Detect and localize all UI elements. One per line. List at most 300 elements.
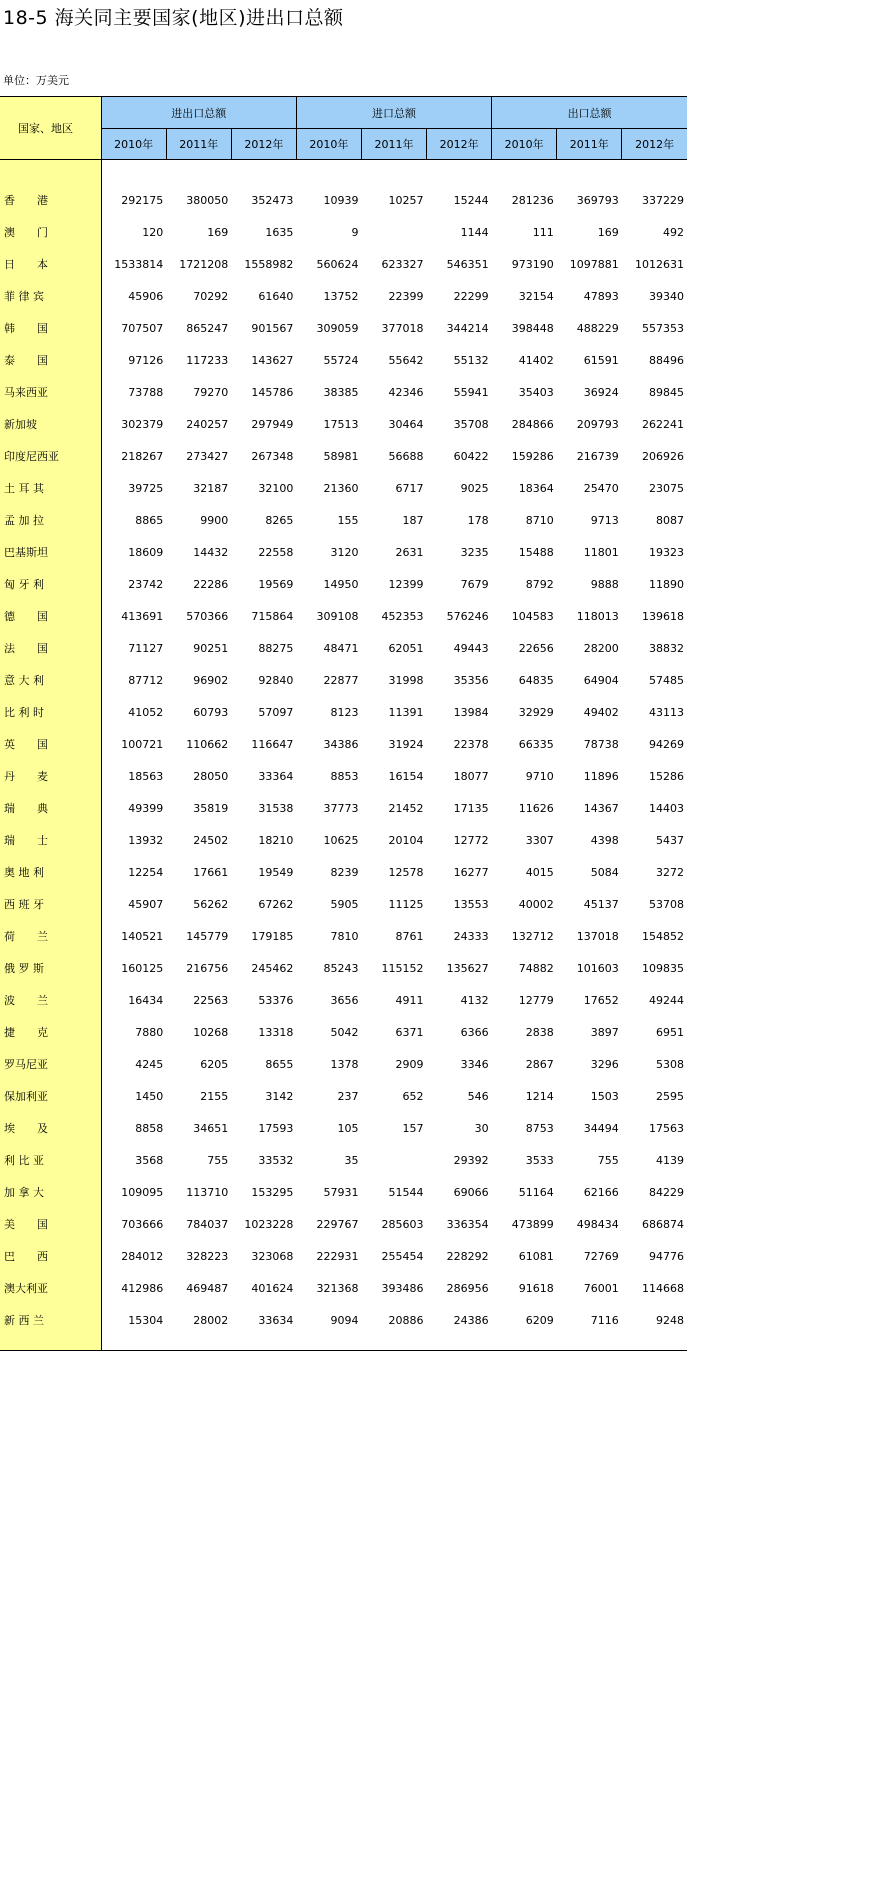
region-name: 澳大利亚 [0, 1272, 101, 1304]
table-cell: 137018 [576, 929, 619, 943]
group-header-total: 进出口总额 [101, 97, 296, 129]
region-name: 埃 及 [0, 1112, 101, 1144]
table-row [0, 1272, 687, 1304]
table-cell: 321368 [316, 1281, 359, 1295]
table-cell: 43113 [649, 705, 684, 719]
table-cell: 20886 [388, 1313, 424, 1327]
table-row [0, 376, 687, 408]
table-cell: 412986 [121, 1281, 164, 1295]
table-cell: 178 [467, 513, 489, 527]
table-cell: 9248 [656, 1313, 684, 1327]
table-cell: 22558 [258, 545, 294, 559]
table-cell: 218267 [121, 449, 164, 463]
region-name: 印度尼西亚 [0, 440, 101, 472]
table-row [0, 408, 687, 440]
table-cell: 11391 [388, 705, 424, 719]
page-title: 18-5 海关同主要国家(地区)进出口总额 [3, 7, 344, 29]
table-cell: 12578 [388, 865, 424, 879]
region-name: 日 本 [0, 248, 101, 280]
table-cell: 113710 [186, 1185, 229, 1199]
table-cell: 42346 [388, 385, 424, 399]
table-cell: 1023228 [244, 1217, 294, 1231]
table-row [0, 856, 687, 888]
region-name: 比 利 时 [0, 696, 101, 728]
table-cell: 78738 [583, 737, 619, 751]
table-cell: 9713 [590, 513, 619, 527]
table-cell: 22563 [193, 993, 229, 1007]
region-name: 利 比 亚 [0, 1144, 101, 1176]
table-cell: 14403 [649, 801, 684, 815]
table-cell: 229767 [316, 1217, 359, 1231]
table-cell: 302379 [121, 417, 164, 431]
table-cell: 36924 [583, 385, 619, 399]
table-cell: 393486 [381, 1281, 424, 1295]
table-cell: 67262 [258, 897, 294, 911]
table-cell: 267348 [251, 449, 294, 463]
region-name: 澳 门 [0, 216, 101, 248]
region-name: 美 国 [0, 1208, 101, 1240]
table-cell: 3142 [265, 1089, 294, 1103]
year-header: 2011年 [166, 129, 231, 160]
table-cell: 19569 [258, 577, 294, 591]
table-cell: 16434 [128, 993, 164, 1007]
table-cell: 32154 [518, 289, 554, 303]
table-cell: 4245 [135, 1057, 164, 1071]
table-cell: 9888 [590, 577, 619, 591]
table-cell: 228292 [446, 1249, 489, 1263]
year-header: 2011年 [557, 129, 622, 160]
table-cell: 32187 [193, 481, 229, 495]
table-cell: 336354 [446, 1217, 489, 1231]
region-name: 丹 麦 [0, 760, 101, 792]
table-cell: 28002 [193, 1313, 229, 1327]
table-cell: 273427 [186, 449, 229, 463]
table-cell: 48471 [323, 641, 359, 655]
table-cell: 109095 [121, 1185, 164, 1199]
table-row [0, 760, 687, 792]
table-row [0, 1112, 687, 1144]
table-cell: 285603 [381, 1217, 424, 1231]
table-cell: 61591 [583, 353, 619, 367]
table-cell: 24502 [193, 833, 229, 847]
table-cell: 262241 [642, 417, 684, 431]
region-name: 波 兰 [0, 984, 101, 1016]
table-cell: 14432 [193, 545, 229, 559]
table-cell: 498434 [576, 1217, 619, 1231]
table-cell: 240257 [186, 417, 229, 431]
table-cell: 3897 [590, 1025, 619, 1039]
table-cell: 60793 [193, 705, 229, 719]
table-cell: 34386 [323, 737, 359, 751]
table-cell: 284012 [121, 1249, 164, 1263]
table-cell: 41402 [518, 353, 554, 367]
table-cell: 32929 [518, 705, 554, 719]
table-cell: 157 [402, 1121, 424, 1135]
table-row [0, 696, 687, 728]
year-header: 2010年 [101, 129, 166, 160]
table-cell: 216756 [186, 961, 229, 975]
region-name: 韩 国 [0, 312, 101, 344]
table-cell: 12779 [518, 993, 554, 1007]
table-cell: 209793 [576, 417, 619, 431]
table-cell: 328223 [186, 1249, 229, 1263]
table-cell: 79270 [193, 385, 229, 399]
table-cell: 118013 [576, 609, 619, 623]
table-cell: 62051 [388, 641, 424, 655]
table-row [0, 632, 687, 664]
table-cell: 8265 [265, 513, 294, 527]
table-cell: 30464 [388, 417, 424, 431]
table-row [0, 1304, 687, 1336]
table-cell: 18609 [128, 545, 164, 559]
table-cell: 35403 [518, 385, 554, 399]
table-cell: 8710 [525, 513, 554, 527]
table-cell: 755 [597, 1153, 619, 1167]
table-cell: 84229 [649, 1185, 684, 1199]
table-cell: 8858 [135, 1121, 164, 1135]
table-cell: 2595 [656, 1089, 684, 1103]
table-cell: 55132 [453, 353, 489, 367]
table-cell: 11125 [388, 897, 424, 911]
table-cell: 8123 [330, 705, 359, 719]
table-cell: 4015 [525, 865, 554, 879]
table-cell: 488229 [576, 321, 619, 335]
table-row [0, 888, 687, 920]
table-cell: 5437 [656, 833, 684, 847]
region-name: 奥 地 利 [0, 856, 101, 888]
table-cell: 94776 [649, 1249, 684, 1263]
region-name: 俄 罗 斯 [0, 952, 101, 984]
table-cell: 5084 [590, 865, 619, 879]
group-header-export: 出口总额 [492, 97, 687, 129]
table-row [0, 312, 687, 344]
region-name: 泰 国 [0, 344, 101, 376]
table-cell: 9094 [330, 1313, 359, 1327]
table-cell: 31998 [388, 673, 424, 687]
table-row [0, 344, 687, 376]
table-body [0, 160, 687, 1351]
table-cell: 35708 [453, 417, 489, 431]
region-name: 巴基斯坦 [0, 536, 101, 568]
table-cell: 17135 [453, 801, 489, 815]
table-cell: 3346 [460, 1057, 489, 1071]
table-cell: 546351 [446, 257, 489, 271]
table-cell: 132712 [511, 929, 554, 943]
table-cell: 88275 [258, 641, 294, 655]
table-cell: 3235 [460, 545, 489, 559]
table-cell: 15488 [518, 545, 554, 559]
table-cell: 120 [142, 225, 164, 239]
table-cell: 24386 [453, 1313, 489, 1327]
table-cell: 35 [344, 1153, 359, 1167]
region-name: 瑞 典 [0, 792, 101, 824]
region-name: 捷 克 [0, 1016, 101, 1048]
table-cell: 557353 [642, 321, 684, 335]
table-cell: 623327 [381, 257, 424, 271]
table-cell: 9 [351, 225, 359, 239]
table-cell: 49402 [583, 705, 619, 719]
table-cell: 97126 [128, 353, 164, 367]
table-cell: 20104 [388, 833, 424, 847]
table-cell: 652 [402, 1089, 424, 1103]
table-cell: 169 [597, 225, 619, 239]
table-cell: 41052 [128, 705, 164, 719]
year-header: 2012年 [622, 129, 687, 160]
table-cell: 114668 [642, 1281, 684, 1295]
table-cell: 33364 [258, 769, 294, 783]
table-row [0, 440, 687, 472]
table-row [0, 664, 687, 696]
table-cell: 18210 [258, 833, 294, 847]
table-cell: 179185 [251, 929, 294, 943]
table-cell: 2867 [525, 1057, 554, 1071]
table-cell: 49244 [649, 993, 684, 1007]
table-cell: 11896 [583, 769, 619, 783]
year-header: 2010年 [296, 129, 361, 160]
table-cell: 53376 [258, 993, 294, 1007]
table-cell: 34494 [583, 1121, 619, 1135]
table-cell: 10625 [323, 833, 359, 847]
table-cell: 10257 [388, 193, 424, 207]
table-cell: 37773 [323, 801, 359, 815]
table-row [0, 600, 687, 632]
table-row [0, 184, 687, 216]
table-cell: 3272 [656, 865, 684, 879]
group-header-import: 进口总额 [296, 97, 491, 129]
table-cell: 1450 [135, 1089, 164, 1103]
table-cell: 92840 [258, 673, 294, 687]
year-header: 2012年 [427, 129, 492, 160]
table-cell: 6209 [525, 1313, 554, 1327]
table-cell: 22877 [323, 673, 359, 687]
table-cell: 17593 [258, 1121, 294, 1135]
table-cell: 17563 [649, 1121, 684, 1135]
table-cell: 237 [337, 1089, 359, 1103]
region-name: 新 西 兰 [0, 1304, 101, 1336]
table-cell: 17513 [323, 417, 359, 431]
table-cell: 135627 [446, 961, 489, 975]
table-cell: 7880 [135, 1025, 164, 1039]
table-cell: 74882 [518, 961, 554, 975]
region-name: 香 港 [0, 184, 101, 216]
table-cell: 45906 [128, 289, 164, 303]
table-row [0, 1144, 687, 1176]
table-row [0, 1240, 687, 1272]
table-cell: 15286 [649, 769, 684, 783]
table-cell: 2909 [395, 1057, 424, 1071]
table-cell: 15304 [128, 1313, 164, 1327]
table-cell: 22656 [518, 641, 554, 655]
table-cell: 33634 [258, 1313, 294, 1327]
table-cell: 23742 [128, 577, 164, 591]
table-cell: 13752 [323, 289, 359, 303]
table-cell: 58981 [323, 449, 359, 463]
table-cell: 344214 [446, 321, 489, 335]
table-cell: 3120 [330, 545, 359, 559]
table-cell: 38385 [323, 385, 359, 399]
table-cell: 865247 [186, 321, 229, 335]
region-name: 新加坡 [0, 408, 101, 440]
table-cell: 60422 [453, 449, 489, 463]
table-cell: 56262 [193, 897, 229, 911]
table-cell: 560624 [316, 257, 359, 271]
table-cell: 117233 [186, 353, 229, 367]
table-cell: 377018 [381, 321, 424, 335]
table-cell: 104583 [511, 609, 554, 623]
table-cell: 51164 [518, 1185, 554, 1199]
table-cell: 297949 [251, 417, 294, 431]
table-row [0, 248, 687, 280]
region-name: 英 国 [0, 728, 101, 760]
table-cell: 6371 [395, 1025, 424, 1039]
table-cell: 53708 [649, 897, 684, 911]
table-cell: 5042 [330, 1025, 359, 1039]
table-cell: 57931 [323, 1185, 359, 1199]
table-row [0, 216, 687, 248]
table-cell: 309108 [316, 609, 359, 623]
table-cell: 111 [532, 225, 554, 239]
table-cell: 187 [402, 513, 424, 527]
table-cell: 32100 [258, 481, 294, 495]
table-cell: 369793 [576, 193, 619, 207]
table-cell: 1503 [590, 1089, 619, 1103]
table-cell: 18563 [128, 769, 164, 783]
table-cell: 29392 [453, 1153, 489, 1167]
region-name: 巴 西 [0, 1240, 101, 1272]
table-cell: 64835 [518, 673, 554, 687]
region-name: 荷 兰 [0, 920, 101, 952]
table-row [0, 1208, 687, 1240]
table-cell: 1214 [525, 1089, 554, 1103]
table-cell: 12772 [453, 833, 489, 847]
table-cell: 159286 [511, 449, 554, 463]
table-cell: 1012631 [635, 257, 684, 271]
table-cell: 91618 [518, 1281, 554, 1295]
table-cell: 35356 [453, 673, 489, 687]
table-cell: 16277 [453, 865, 489, 879]
table-cell: 1378 [330, 1057, 359, 1071]
table-cell: 18077 [453, 769, 489, 783]
trade-table-container [0, 96, 687, 1351]
table-cell: 22299 [453, 289, 489, 303]
table-cell: 47893 [583, 289, 619, 303]
table-cell: 100721 [121, 737, 164, 751]
table-cell: 45907 [128, 897, 164, 911]
table-cell: 33532 [258, 1153, 294, 1167]
trade-table [0, 96, 687, 1351]
table-cell: 3656 [330, 993, 359, 1007]
table-cell: 35819 [193, 801, 229, 815]
table-cell: 707507 [121, 321, 164, 335]
table-cell: 90251 [193, 641, 229, 655]
table-cell: 39725 [128, 481, 164, 495]
table-cell: 11626 [518, 801, 554, 815]
table-cell: 3568 [135, 1153, 164, 1167]
table-cell: 6951 [656, 1025, 684, 1039]
region-column-header: 国家、地区 [0, 97, 101, 160]
table-cell: 110662 [186, 737, 229, 751]
table-cell: 34651 [193, 1121, 229, 1135]
header-row-years [0, 129, 687, 160]
table-cell: 94269 [649, 737, 684, 751]
table-row [0, 792, 687, 824]
table-cell: 169 [207, 225, 229, 239]
table-cell: 49399 [128, 801, 164, 815]
table-cell: 284866 [511, 417, 554, 431]
table-cell: 16154 [388, 769, 424, 783]
table-cell: 8239 [330, 865, 359, 879]
table-row [0, 920, 687, 952]
table-cell: 4398 [590, 833, 619, 847]
table-cell: 6366 [460, 1025, 489, 1039]
table-cell: 45137 [583, 897, 619, 911]
region-name: 孟 加 拉 [0, 504, 101, 536]
table-cell: 56688 [388, 449, 424, 463]
table-cell: 73788 [128, 385, 164, 399]
table-cell: 686874 [642, 1217, 684, 1231]
table-cell: 6205 [200, 1057, 229, 1071]
table-cell: 31538 [258, 801, 294, 815]
table-cell: 12254 [128, 865, 164, 879]
table-cell: 70292 [193, 289, 229, 303]
table-cell: 11890 [649, 577, 684, 591]
table-cell: 546 [467, 1089, 489, 1103]
table-cell: 145786 [251, 385, 294, 399]
table-cell: 2631 [395, 545, 424, 559]
table-cell: 323068 [251, 1249, 294, 1263]
table-cell: 255454 [381, 1249, 424, 1263]
table-cell: 4911 [395, 993, 424, 1007]
table-cell: 755 [207, 1153, 229, 1167]
table-cell: 49443 [453, 641, 489, 655]
table-cell: 286956 [446, 1281, 489, 1295]
table-cell: 55941 [453, 385, 489, 399]
table-cell: 2155 [200, 1089, 229, 1103]
region-name: 瑞 士 [0, 824, 101, 856]
table-cell: 4139 [656, 1153, 684, 1167]
table-cell: 1144 [460, 225, 489, 239]
table-cell: 13553 [453, 897, 489, 911]
region-name: 德 国 [0, 600, 101, 632]
table-cell: 145779 [186, 929, 229, 943]
table-cell: 469487 [186, 1281, 229, 1295]
table-cell: 901567 [251, 321, 294, 335]
table-cell: 64904 [583, 673, 619, 687]
table-cell: 570366 [186, 609, 229, 623]
table-cell: 9025 [460, 481, 489, 495]
table-cell: 703666 [121, 1217, 164, 1231]
table-cell: 1097881 [569, 257, 619, 271]
region-name: 罗马尼亚 [0, 1048, 101, 1080]
table-cell [361, 1144, 426, 1176]
region-name: 加 拿 大 [0, 1176, 101, 1208]
table-cell: 30 [474, 1121, 489, 1135]
table-cell: 40002 [518, 897, 554, 911]
table-cell: 11801 [583, 545, 619, 559]
table-cell: 160125 [121, 961, 164, 975]
table-cell: 89845 [649, 385, 684, 399]
table-end-row [0, 1336, 687, 1351]
table-cell: 22286 [193, 577, 229, 591]
table-cell: 13318 [258, 1025, 294, 1039]
year-header: 2012年 [231, 129, 296, 160]
table-row [0, 568, 687, 600]
table-cell: 222931 [316, 1249, 359, 1263]
table-cell: 39340 [649, 289, 684, 303]
region-name: 菲 律 宾 [0, 280, 101, 312]
table-cell: 31924 [388, 737, 424, 751]
table-cell: 337229 [642, 193, 684, 207]
